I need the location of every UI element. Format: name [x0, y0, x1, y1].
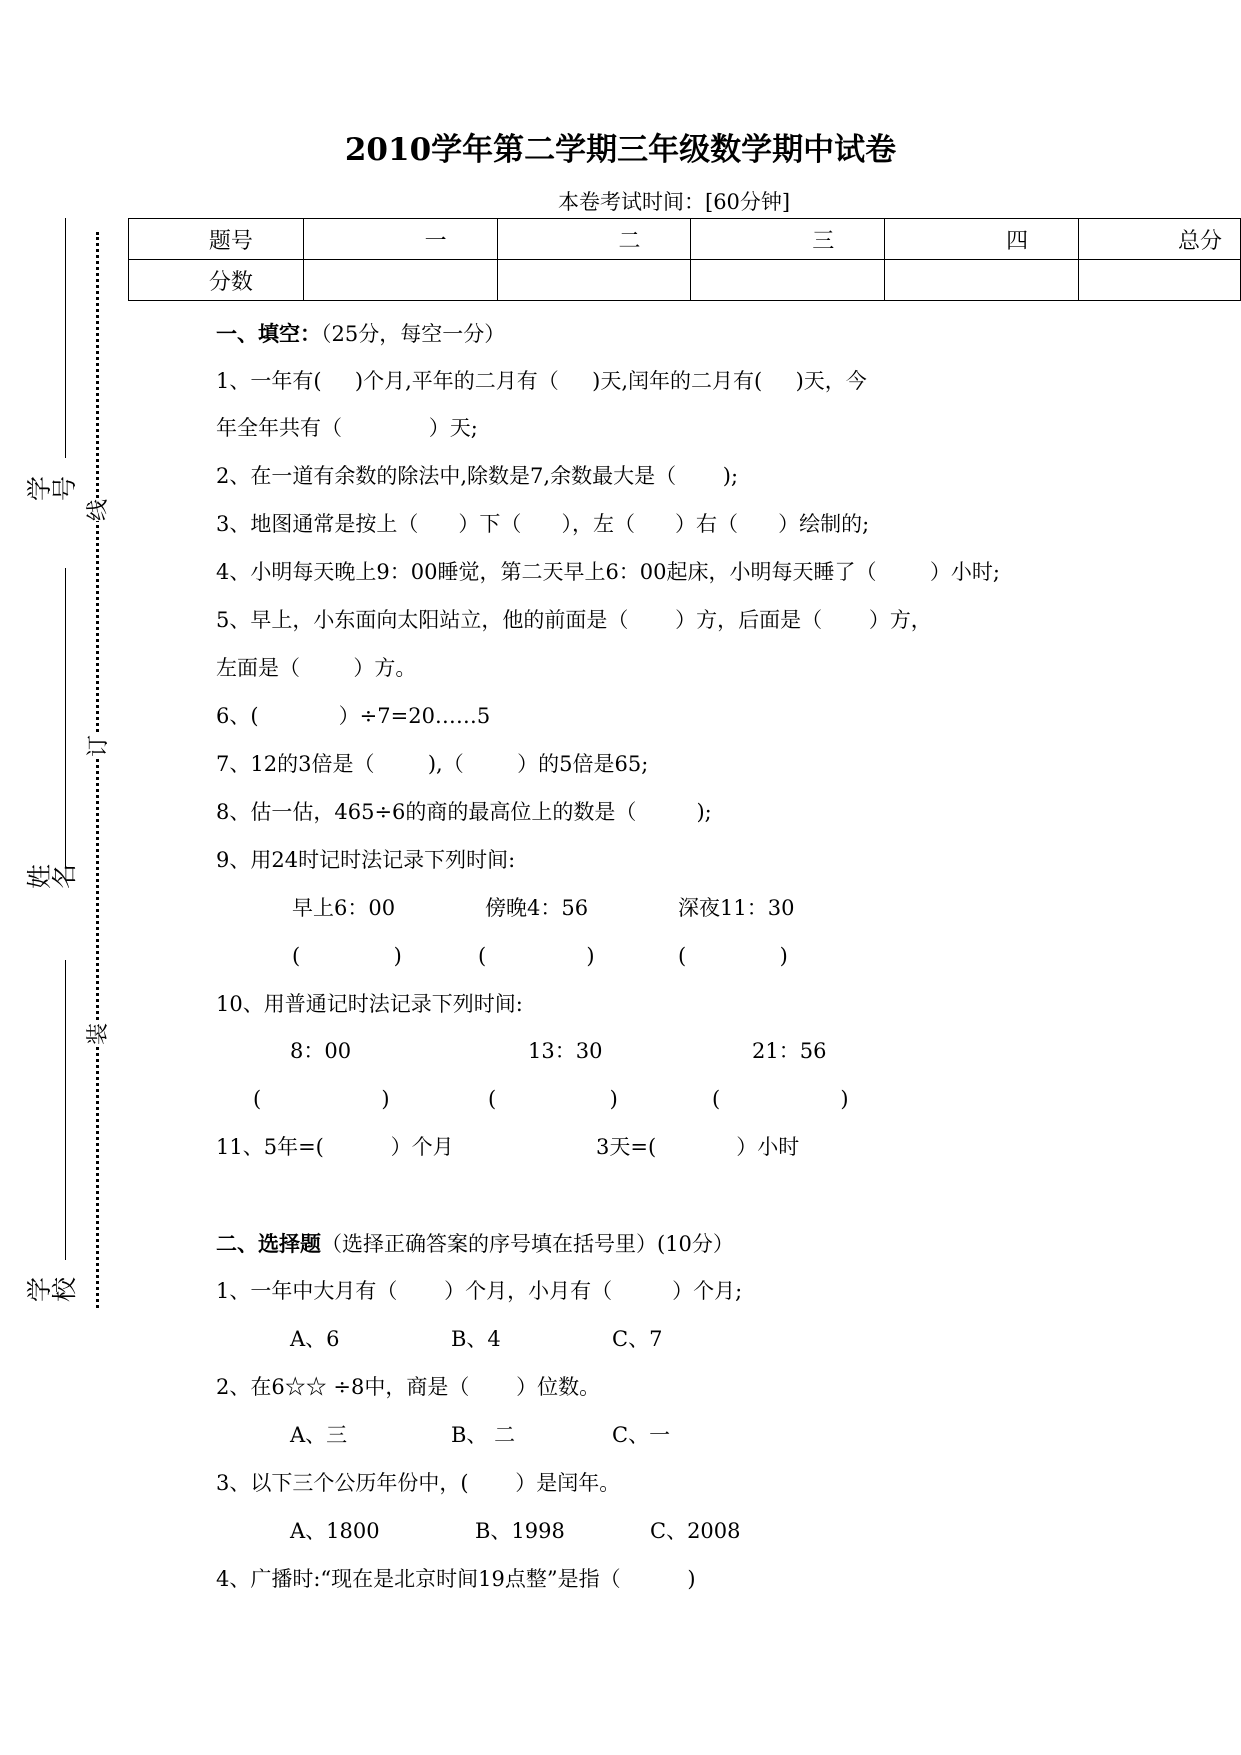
question-line: 1、一年有( )个月,平年的二月有（ )天,闰年的二月有( )天，今: [216, 369, 867, 393]
question-line: 7、12的3倍是（ ),（ ）的5倍是65;: [216, 752, 649, 776]
binding-char-bind: 装: [86, 1022, 112, 1046]
dotted-binding-line: [96, 232, 99, 1308]
question-line: 4、小明每天晚上9：00睡觉，第二天早上6：00起床，小明每天睡了（ ）小时;: [216, 560, 1001, 584]
row-header-question-no: 题号: [129, 219, 304, 260]
section-2-note: （选择正确答案的序号填在括号里）(10分）: [321, 1232, 734, 1256]
question-line: 8、估一估，465÷6的商的最高位上的数是（ );: [216, 800, 712, 824]
school-line: [65, 960, 66, 1260]
score-table-header-row: [129, 219, 1241, 260]
question-line: 3、以下三个公历年份中，( ）是闰年。: [216, 1471, 621, 1495]
q9-item: 深夜11：30: [678, 896, 795, 920]
score-cell[interactable]: [303, 260, 497, 301]
question-line: 左面是（ ）方。: [216, 656, 417, 680]
student-id-label: 学号: [25, 475, 79, 501]
score-table: [128, 218, 1241, 301]
question-line: 11、5年=( ）个月: [216, 1135, 454, 1159]
q9-blank: ( ): [478, 944, 595, 968]
binding-char-order: 订: [86, 734, 112, 758]
section-1-heading: [216, 323, 505, 345]
option: A、三: [290, 1423, 348, 1447]
question-line: 6、( ）÷7=20……5: [216, 704, 491, 728]
school-label: 学校: [25, 1276, 79, 1302]
option: B、1998: [475, 1519, 565, 1543]
column-header-total: 总分: [1079, 219, 1241, 260]
q9-item: 傍晚4：56: [485, 896, 589, 920]
q10-item: 8：00: [290, 1039, 352, 1063]
score-cell-total[interactable]: [1079, 260, 1241, 301]
name-label: 姓名: [25, 863, 79, 889]
q9-item: 早上6：00: [292, 896, 396, 920]
score-cell[interactable]: [497, 260, 691, 301]
q10-item: 21：56: [752, 1039, 827, 1063]
exam-time: 本卷考试时间：[60分钟]: [558, 190, 791, 214]
q10-blank: ( ): [488, 1087, 618, 1111]
score-cell[interactable]: [691, 260, 885, 301]
question-line: 3、地图通常是按上（ ）下（ ），左（ ）右（ ）绘制的;: [216, 512, 870, 536]
page-title: 2010学年第二学期三年级数学期中试卷: [344, 132, 897, 168]
question-line: 5、早上，小东面向太阳站立，他的前面是（ ）方，后面是（ ）方，: [216, 608, 932, 632]
q9-blank: ( ): [678, 944, 788, 968]
q10-item: 13：30: [528, 1039, 603, 1063]
student-id-line: [65, 218, 66, 458]
section-1-title: 一、填空：: [216, 321, 321, 346]
question-line: 3天=( ）小时: [596, 1135, 800, 1159]
score-table-score-row: [129, 260, 1241, 301]
option: B、 二: [451, 1423, 516, 1447]
score-cell[interactable]: [885, 260, 1079, 301]
question-line: 2、在一道有余数的除法中,除数是7,余数最大是（ );: [216, 464, 739, 488]
q9-blank: ( ): [292, 944, 402, 968]
row-header-score: 分数: [129, 260, 304, 301]
question-line: 4、广播时:“现在是北京时间19点整”是指（ ): [216, 1567, 696, 1591]
section-2-heading: [216, 1233, 734, 1255]
column-header: 四: [885, 219, 1079, 260]
q10-blank: ( ): [712, 1087, 849, 1111]
option: C、7: [612, 1327, 663, 1351]
question-line: 10、用普通记时法记录下列时间:: [216, 992, 523, 1016]
option: C、一: [612, 1423, 671, 1447]
question-line: 1、一年中大月有（ ）个月，小月有（ ）个月;: [216, 1279, 743, 1303]
option: C、2008: [650, 1519, 741, 1543]
question-line: 2、在6☆☆ ÷8中，商是（ ）位数。: [216, 1375, 601, 1399]
option: A、6: [290, 1327, 340, 1351]
binding-char-line: 线: [86, 498, 112, 522]
column-header: 一: [303, 219, 497, 260]
name-line: [65, 568, 66, 868]
section-2-title: 二、选择题: [216, 1231, 321, 1256]
q10-blank: ( ): [253, 1087, 390, 1111]
option: B、4: [451, 1327, 501, 1351]
column-header: 三: [691, 219, 885, 260]
question-line: 年全年共有（ ）天;: [216, 416, 478, 440]
question-line: 9、用24时记时法记录下列时间:: [216, 848, 516, 872]
section-1-note: （25分，每空一分）: [321, 322, 506, 346]
option: A、1800: [290, 1519, 380, 1543]
column-header: 二: [497, 219, 691, 260]
